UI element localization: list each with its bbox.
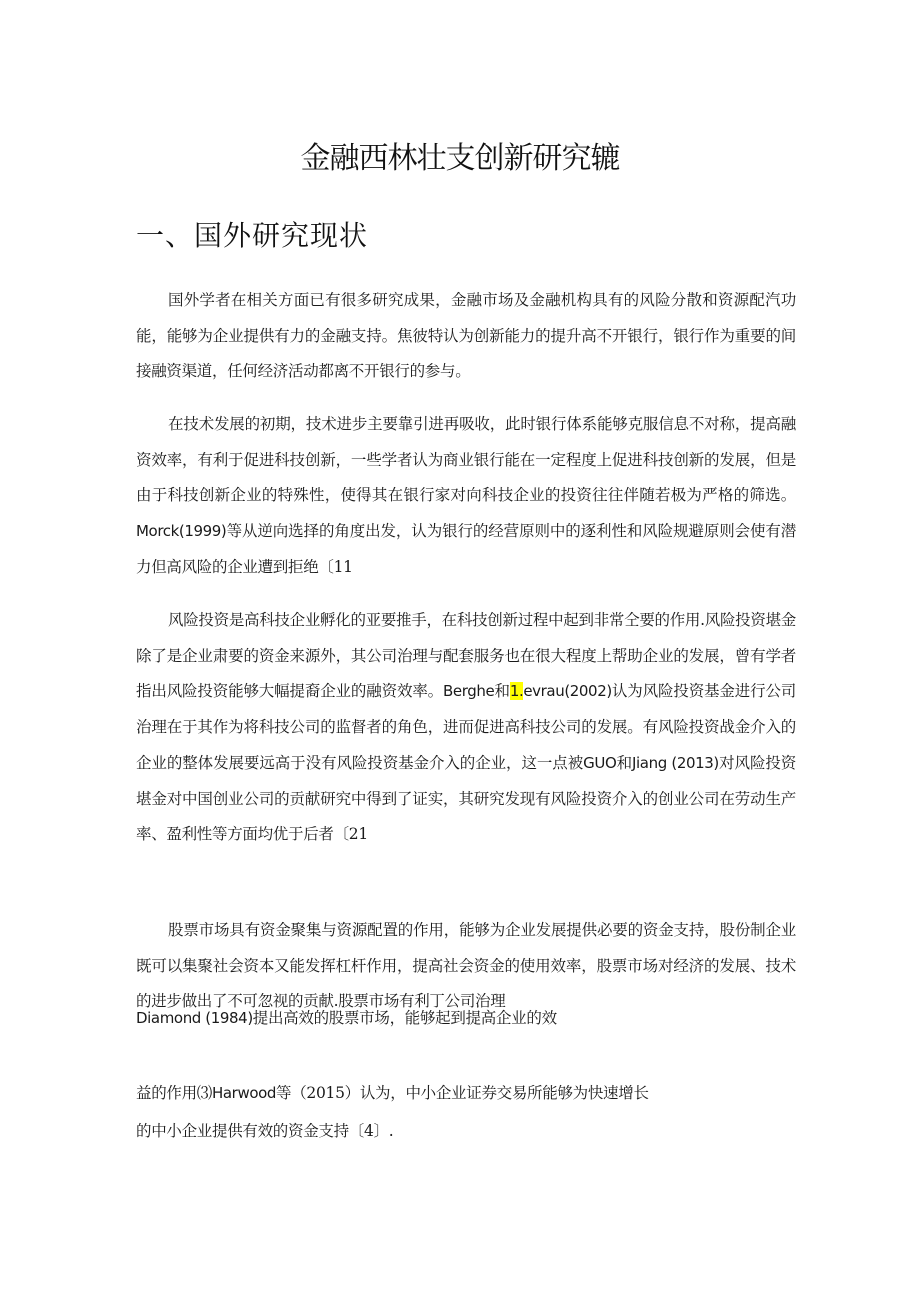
paragraph-text: 的中小企业提供有效的资金支持〔4〕. [136, 1122, 394, 1140]
paragraph-1 [136, 283, 796, 390]
document-title: 金融西林壮支创新研究辘 [300, 141, 620, 176]
paragraph-5 [136, 1001, 736, 1037]
paragraph-3 [136, 603, 796, 853]
citation-author: GUO [583, 753, 617, 772]
citation-author: Diamond (1984) [136, 1009, 253, 1027]
section-heading: 一、国外研究现状 [136, 219, 369, 252]
paragraph-text: 认为风险投资基金进行公司治理在于其作为将科技公司的监督者的角色，进而促进高科技公司的发展。有风险投资战金介入的企业的整体发展要远高于没有风险投资基金介入的企业，这一点被 [136, 682, 797, 772]
paragraph-text: 和 [494, 682, 510, 701]
paragraph-text: 等从逆向选择的角度出发，认为银行的经营原则中的逐利性和风险规避原则会使有潜力但高风险的企业遭到拒绝〔11 [136, 522, 796, 576]
paragraph-text: 和 [616, 753, 632, 772]
citation-author: Jiang (2013) [632, 753, 719, 772]
paragraph-text: 在技术发展的初期，技术进步主要靠引进再吸收，此时银行体系能够克服信息不对称，提高融资效率，有利于促进科技创新，一些学者认为商业银行能在一定程度上促进科技创新的发展，但是由于科技创新企业的特殊性，使得其在银行家对向科技企业的投资往往伴随若极为严格的筛选。 [136, 415, 796, 505]
citation-author: Morck(1999) [136, 522, 227, 541]
paragraph-text: 对风险投资堪金对中国创业公司的贡献研究中得到了证实，其研究发现有风险投资介入的创业公司在劳动生产率、盈利性等方面均优于后者〔21 [136, 753, 796, 844]
paragraph-text: 提出高效的股票市场，能够起到提高企业的效 [252, 1009, 557, 1027]
paragraph-text: 风险投资是高科技企业孵化的亚要推手，在科技创新过程中起到非常仝要的作用.风险投资堪金除了是企业肃要的资金来源外，其公司治理与配套服务也在很大程度上帮助企业的发展，曾有学者指出风险投资能够大幅提裔企业的融资效率。 [136, 611, 796, 701]
highlighted-text: 1. [509, 682, 524, 701]
citation-author: Berghe [443, 682, 495, 701]
paragraph-text: 股票市场具有资金聚集与资源配置的作用，能够为企业发展提供必要的资金支持，股份制企业既可以集聚社会资本又能发挥杠杆作用，提高社会资金的使用效率，股票市场对经济的发展、技术的进步做出了不可忽视的贡献.股票市场有利丁公司治理 [136, 921, 796, 1011]
paragraph-6 [136, 1076, 736, 1112]
paragraph-7 [136, 1114, 736, 1150]
paragraph-text: 益的作用⑶ [136, 1084, 213, 1102]
paragraph-text: 等（2015）认为，中小企业证券交易所能够为快速增长 [276, 1084, 649, 1102]
paragraph-2 [136, 407, 796, 586]
paragraph-text: 国外学者在相关方面已有很多研究成果，金融市场及金融机构具有的风险分散和资源配汽功能，能够为企业提供有力的金融支持。焦彼特认为创新能力的提升高不开银行，银行作为重要的间接融资渠道，任何经济活动都离不开银行的参与。 [136, 291, 796, 381]
citation-author: evrau(2002) [523, 682, 612, 701]
citation-author: Harwood [212, 1084, 276, 1102]
